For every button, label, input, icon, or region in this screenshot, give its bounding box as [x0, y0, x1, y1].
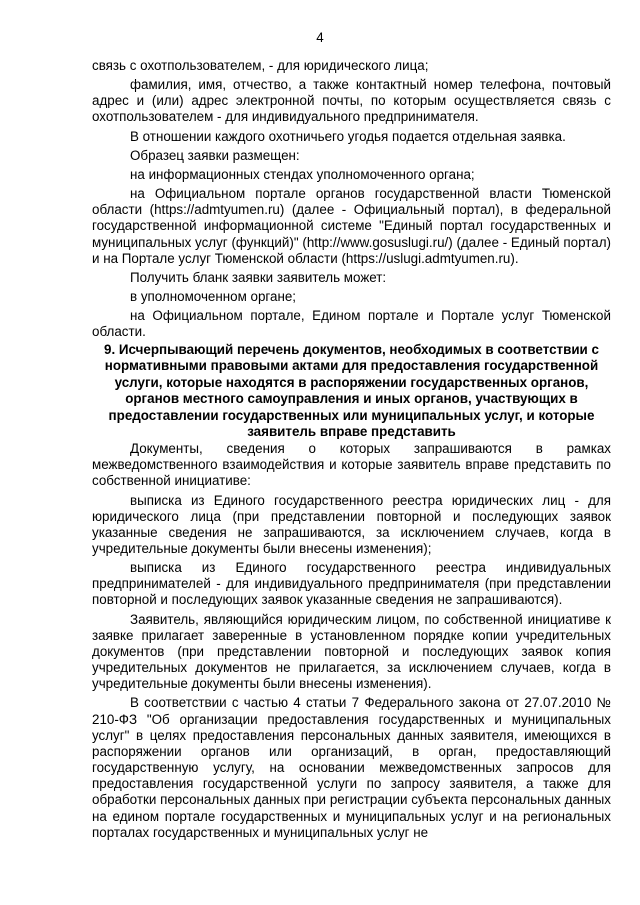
- section-heading: 9. Исчерпывающий перечень документов, необходимых в соответствии с нормативными правовыми актами для предоставления государственной услуги, которые находятся в распоряжении государственных органов, органов местного самоуправления и иных органов, участвующих в предоставлении государственных или муниципальных услуг, и которые заявитель вправе представить: [104, 341, 599, 440]
- paragraph: связь с охотпользователем, - для юридического лица;: [92, 58, 429, 73]
- page-number: 4: [316, 30, 324, 45]
- paragraph: на Официальном портале, Едином портале и Портале услуг Тюменской области.: [92, 308, 611, 340]
- document-body: [92, 58, 611, 844]
- paragraph: Образец заявки размещен:: [130, 147, 300, 163]
- paragraph: Документы, сведения о которых запрашиваются в рамках межведомственного взаимодействия и которые заявитель вправе представить по собственной инициативе:: [92, 441, 611, 489]
- paragraph: выписка из Единого государственного реестра юридических лиц - для юридического лица (при представлении повторной и последующих заявок указанные сведения не запрашиваются, за исключением случаев, когда в учредительные документы были внесены изменения);: [92, 492, 611, 556]
- paragraph: в уполномоченном органе;: [130, 289, 297, 305]
- paragraph: на информационных стендах уполномоченного органа;: [130, 166, 475, 182]
- paragraph: Заявитель, являющийся юридическим лицом, по собственной инициативе к заявке прилагает заверенные в установленном порядке копии учредительных документов (при представлении повторной и последующих заявок копия учредительных документов не прилагается, за исключением случаев, когда в учредительные документы были внесены изменения).: [92, 611, 611, 692]
- paragraph: Получить бланк заявки заявитель может:: [130, 269, 387, 285]
- paragraph: выписка из Единого государственного реестра индивидуальных предпринимателей - для индивидуального предпринимателя (при представлении повторной и последующих заявок указанные сведения не запрашиваются).: [92, 560, 611, 608]
- paragraph: на Официальном портале органов государственной власти Тюменской области (https://admtyumen.ru) (далее - Официальный портал), в федеральной государственной информационной системе "Единый портал государственных и муниципальных услуг (функций)" (http://www.gosuslugi.ru/) (далее - Единый портал) и на Портале услуг Тюменской области (https://uslugi.admtyumen.ru).: [92, 186, 611, 266]
- paragraph: В отношении каждого охотничьего угодья подается отдельная заявка.: [130, 128, 566, 144]
- paragraph: В соответствии с частью 4 статьи 7 Федерального закона от 27.07.2010 № 210-ФЗ "Об организации предоставления государственных и муниципальных услуг" в целях предоставления персональных данных заявителя, имеющихся в распоряжении органов или организаций, в орган, предоставляющий государственную услугу, на основании межведомственных запросов для предоставления государственной услуги по запросу заявителя, а также для обработки персональных данных при регистрации субъекта персональных данных на едином портале государственных и муниципальных услуг и на региональных порталах государственных и муниципальных услуг не: [92, 695, 611, 840]
- paragraph: фамилия, имя, отчество, а также контактный номер телефона, почтовый адрес и (или) адрес электронной почты, по которым осуществляется связь с охотпользователем - для индивидуального предпринимателя.: [92, 77, 611, 125]
